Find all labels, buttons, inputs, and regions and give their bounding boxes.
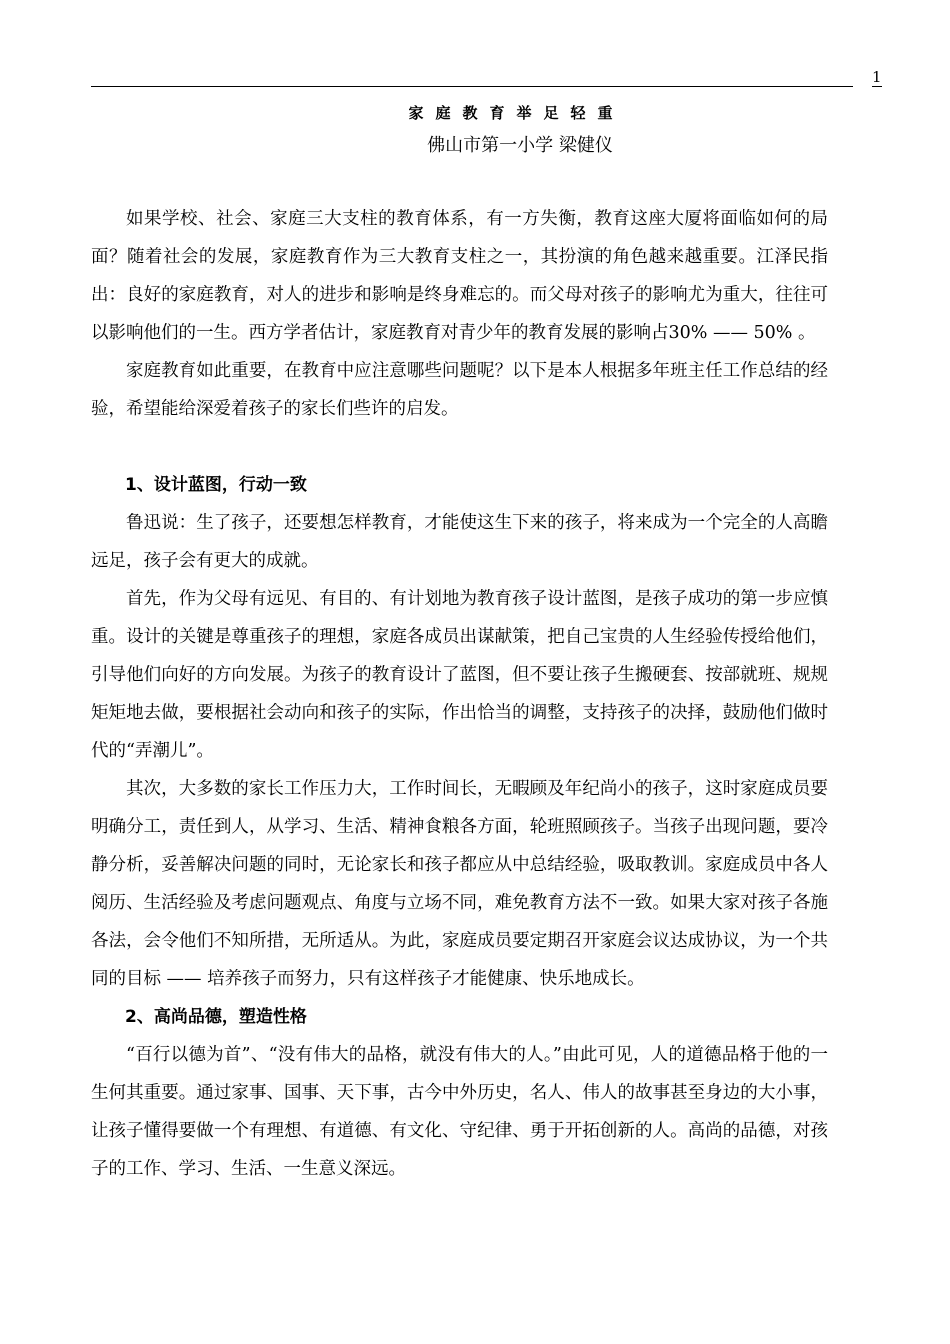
document-title: 家庭教育举足轻重 <box>408 104 625 122</box>
intro-paragraph-1: 如果学校、社会、家庭三大支柱的教育体系，有一方失衡，教育这座大厦将面临如何的局面？随着社会的发展，家庭教育作为三大教育支柱之一，其扮演的角色越来越重要。江泽民指出：良好的家庭教育，对人的进步和影响是终身难忘的。而父母对孩子的影响尤为重大，往往可以影响他们的一生。西方学者估计，家庭教育对青少年的教育发展的影响占30% —— 50% 。 <box>91 209 828 343</box>
header-rule <box>91 86 853 87</box>
section-1-paragraph-2: 首先，作为父母有远见、有目的、有计划地为教育孩子设计蓝图，是孩子成功的第一步应慎重。设计的关键是尊重孩子的理想，家庭各成员出谋献策，把自己宝贵的人生经验传授给他们，引导他们向好的方向发展。为孩子的教育设计了蓝图，但不要让孩子生搬硬套、按部就班、规规矩矩地去做，要根据社会动向和孩子的实际，作出恰当的调整，支持孩子的决择，鼓励他们做时代的“弄潮儿”。 <box>91 589 828 761</box>
section-1-paragraph-1: 鲁迅说：生了孩子，还要想怎样教育，才能使这生下来的孩子，将来成为一个完全的人高瞻远足，孩子会有更大的成就。 <box>91 513 828 571</box>
section-1-paragraph-3: 其次，大多数的家长工作压力大，工作时间长，无暇顾及年纪尚小的孩子，这时家庭成员要明确分工，责任到人，从学习、生活、精神食粮各方面，轮班照顾孩子。当孩子出现问题，要冷静分析，妥善解决问题的同时，无论家长和孩子都应从中总结经验，吸取教训。家庭成员中各人阅历、生活经验及考虑问题观点、角度与立场不同，难免教育方法不一致。如果大家对孩子各施各法，会令他们不知所措，无所适从。为此，家庭成员要定期召开家庭会议达成协议，为一个共同的目标 —— 培养孩子而努力，只有这样孩子才能健康、快乐地成长。 <box>91 779 828 989</box>
spacer <box>91 428 828 466</box>
intro-paragraph-2: 家庭教育如此重要，在教育中应注意哪些问题呢？以下是本人根据多年班主任工作总结的经验，希望能给深爱着孩子的家长们些许的启发。 <box>91 361 828 419</box>
section-2-paragraph-1: “百行以德为首”、“没有伟大的品格，就没有伟大的人。”由此可见，人的道德品格于他的一生何其重要。通过家事、国事、天下事，古今中外历史，名人、伟人的故事甚至身边的大小事，让孩子懂得要做一个有理想、有道德、有文化、守纪律、勇于开拓创新的人。高尚的品德，对孩子的工作、学习、生活、一生意义深远。 <box>91 1045 828 1179</box>
page-number-underline <box>872 86 882 87</box>
section-heading-2: 2、高尚品德，塑造性格 <box>125 1007 307 1027</box>
document-author: 佛山市第一小学 梁健仪 <box>427 135 613 156</box>
document-body <box>91 200 828 1188</box>
section-heading-1: 1、设计蓝图，行动一致 <box>125 475 307 495</box>
page-number: 1 <box>872 68 882 86</box>
